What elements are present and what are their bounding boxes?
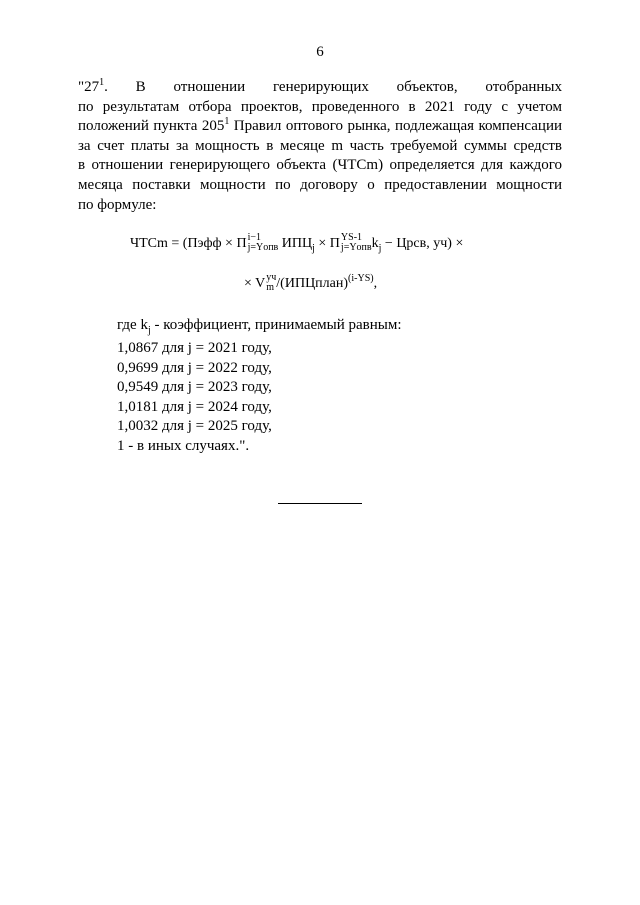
product-limits-2: YS-1 j=Yопв (340, 232, 372, 253)
formula-ipc: ИПЦ (278, 236, 313, 252)
formula-times: × П (314, 236, 340, 252)
formula-exponent: (i-YS) (348, 273, 374, 285)
formula-lhs: ЧТСm (130, 236, 168, 252)
paragraph-line-5: в отношении генерирующего объекта (ЧТСm) определяется для каждого (78, 157, 562, 174)
paragraph-line-2: по результатам отбора проектов, проведенного в 2021 году с учетом (78, 98, 562, 115)
where-clause: где $k_j$ - коэффициент, принимаемый равным: (117, 317, 402, 336)
case-item: 0,9699 для j = 2022 году, (117, 359, 272, 376)
case-item: 1 - в иных случаях.". (117, 437, 250, 454)
product-limits-1: i−1 j=Yопв (247, 232, 279, 253)
paragraph-line-3: положений пункта $205^1$ Правил оптового рынка, подлежащая компенсации (78, 116, 562, 135)
formula-k-sub: j (378, 243, 382, 255)
case-item: 1,0867 для j = 2021 году, (117, 340, 272, 356)
paragraph-line-1: "$27^1$. В отношении генерирующих объектов, отобранных (78, 77, 562, 95)
page-number: 6 (316, 44, 324, 60)
v-indices: уч m (266, 272, 277, 293)
case-item: 1,0181 для j = 2024 году, (117, 398, 272, 415)
paragraph-27-1 (78, 78, 562, 215)
formula-line-1 (130, 234, 590, 254)
paragraph-line-4: за счет платы за мощность в месяце m часть требуемой суммы средств (78, 137, 562, 154)
formula-mid: /(ИПЦплан) (276, 276, 349, 292)
case-item: 1,0032 для j = 2025 году, (117, 418, 272, 435)
formula-line-2 (244, 274, 544, 294)
coefficient-cases (117, 339, 272, 457)
formula-ipc-sub: j (312, 243, 315, 255)
end-divider (278, 503, 362, 504)
formula-lead: × V (244, 276, 266, 292)
formula-eq: = (Пэфф × П (167, 236, 247, 252)
paragraph-line-6: месяца поставки мощности по договору о предоставлении мощности (78, 176, 562, 193)
formula-tail: − Црсв, уч) × (381, 236, 464, 252)
formula-k: k (371, 236, 379, 252)
formula-end: , (373, 276, 378, 292)
paragraph-line-7: по формуле: (78, 196, 157, 213)
case-item: 0,9549 для j = 2023 году, (117, 379, 272, 396)
